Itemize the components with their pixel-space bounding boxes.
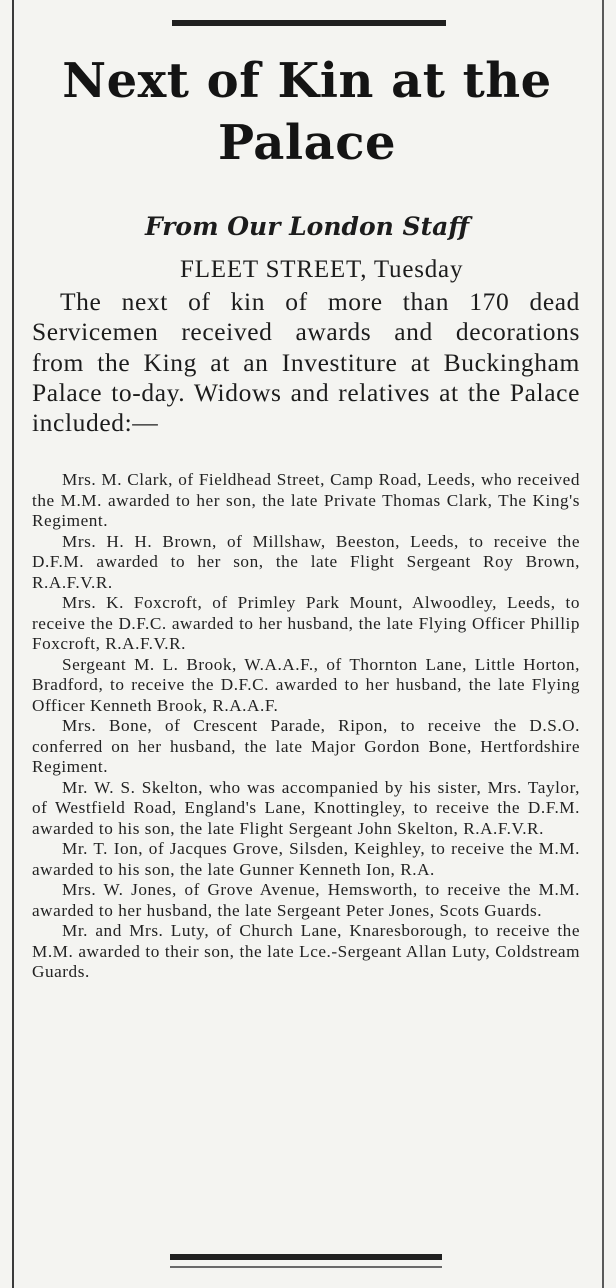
list-item: Mrs. M. Clark, of Fieldhead Street, Camp Road, Leeds, who received the M.M. awarded to her son, the late Private Thomas Clark, The King's Regiment. — [32, 470, 580, 530]
column-border-right — [602, 0, 604, 1288]
list-item: Mr. and Mrs. Luty, of Church Lane, Knaresborough, to receive the M.M. awarded to their son, the late Lce.-Sergeant Allan Luty, Coldstream Guards. — [32, 921, 580, 981]
headline: Next of Kin at the Palace — [62, 53, 552, 172]
lead-paragraph: The next of kin of more than 170 dead Servicemen received awards and decorations from the King at an Investiture at Buckingham Palace to-day. Widows and relatives at the Palace included:— — [32, 287, 580, 438]
list-item: Mrs. K. Foxcroft, of Primley Park Mount, Alwoodley, Leeds, to receive the D.F.C. awarded to her husband, the late Flying Officer Phillip Foxcroft, R.A.F.V.R. — [32, 593, 580, 653]
list-item: Mrs. H. H. Brown, of Millshaw, Beeston, Leeds, to receive the D.F.M. awarded to her son, the late Flight Sergeant Roy Brown, R.A.F.V.R. — [32, 531, 580, 592]
list-item: Mr. T. Ion, of Jacques Grove, Silsden, Keighley, to receive the M.M. awarded to his son, the late Gunner Kenneth Ion, R.A. — [32, 839, 580, 879]
top-rule — [172, 20, 446, 26]
list-item: Mrs. Bone, of Crescent Parade, Ripon, to receive the D.S.O. conferred on her husband, the late Major Gordon Bone, Hertfordshire Regiment. — [32, 716, 580, 776]
bottom-hairline — [170, 1266, 442, 1268]
recipients-list — [32, 470, 580, 983]
list-item: Sergeant M. L. Brook, W.A.A.F., of Thornton Lane, Little Horton, Bradford, to receive the D.F.C. awarded to her husband, the late Flying Officer Kenneth Brook, R.A.A.F. — [32, 654, 580, 715]
dateline: FLEET STREET, Tuesday — [180, 256, 464, 283]
column-border-left — [12, 0, 14, 1288]
list-item: Mrs. W. Jones, of Grove Avenue, Hemsworth, to receive the M.M. awarded to her husband, the late Sergeant Peter Jones, Scots Guards. — [32, 880, 580, 920]
bottom-rule — [170, 1254, 442, 1260]
list-item: Mr. W. S. Skelton, who was accompanied by his sister, Mrs. Taylor, of Westfield Road, England's Lane, Knottingley, to receive the D.F.M. awarded to his son, the late Flight Sergeant John Skelton, R.A.F.V.R. — [32, 777, 580, 838]
byline: From Our London Staff — [144, 212, 470, 241]
